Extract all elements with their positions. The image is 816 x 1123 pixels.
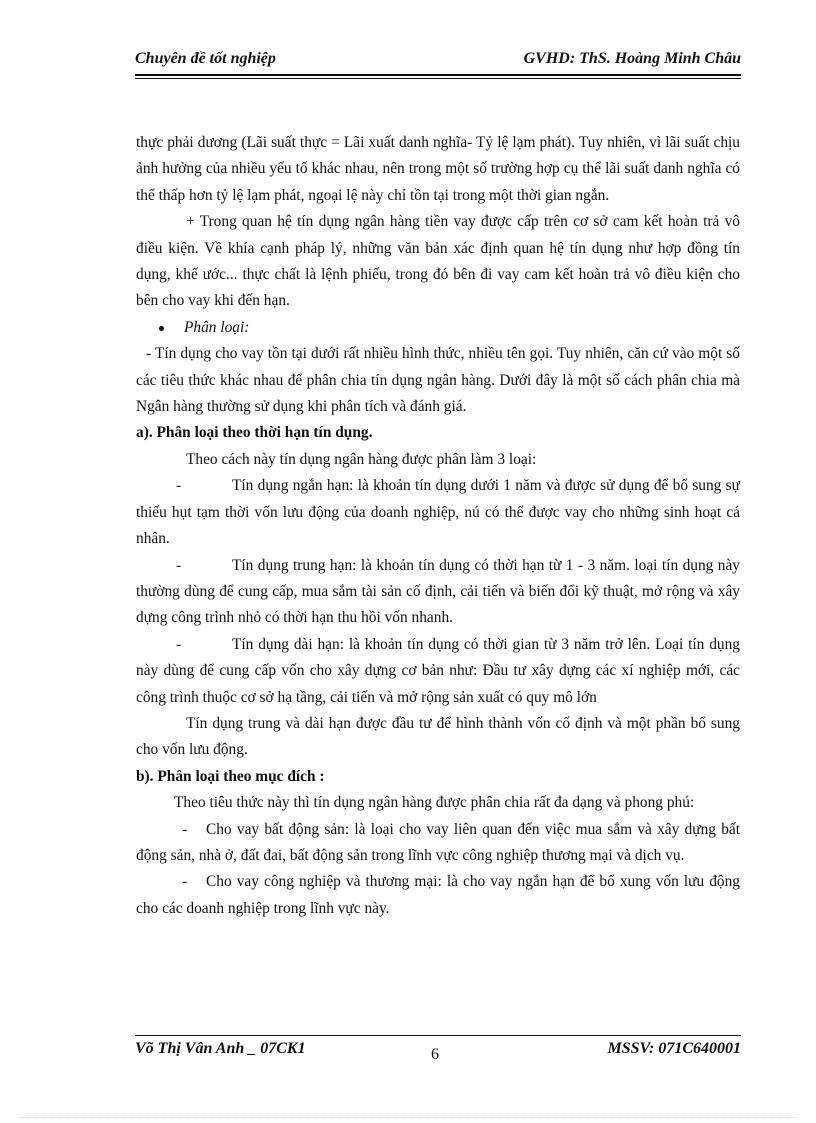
list-item-text: Cho vay bất động sản: là loại cho vay liên quan đến việc mua sắm và xây dựng bất động sản, nhà ở, đất đai, bất động sản trong lĩnh vực công nghiệp thương mại và dịch vụ.	[136, 820, 740, 864]
page-number: 6	[431, 1046, 439, 1063]
body-content	[136, 130, 740, 922]
list-item-text: Tín dụng ngắn hạn: là khoản tín dụng dưới 1 năm và được sử dụng để bổ sung sự thiếu hụt tạm thời vốn lưu động của doanh nghiệp, nú có thể được vay cho những sinh hoạt cá nhân.	[136, 477, 740, 548]
classification-bullet	[136, 315, 740, 341]
dash-marker: -	[176, 556, 182, 574]
list-item-short-term	[136, 473, 740, 552]
paragraph-fixed-capital: Tín dụng trung và dài hạn được đầu tư để hình thành vốn cố định và một phần bổ sung cho vốn lưu động.	[136, 714, 740, 759]
header-rule-thin	[135, 78, 741, 79]
dash-marker: -	[176, 477, 182, 495]
paragraph-real-interest: thực phải dương (Lãi suất thực = Lãi xuất danh nghĩa- Tỷ lệ lạm phát). Tuy nhiên, vì lãi suất chịu ảnh hưởng của nhiều yếu tố khác nhau, nên trong một số trường hợp cụ thể lãi suất danh nghĩa có thể thấp hơn tỷ lệ lạm phát, ngoại lệ này chỉ tồn tại trong một thời gian ngắn.	[136, 134, 740, 204]
paragraph-purpose-intro: Theo tiêu thức này thì tín dụng ngân hàng được phân chia rất đa dạng và phong phú:	[174, 794, 695, 812]
list-item-industry-commerce	[136, 869, 740, 922]
page-footer	[135, 1040, 741, 1066]
dash-marker: -	[182, 820, 188, 838]
page-edge-divider	[20, 1117, 796, 1118]
header-advisor: GVHD: ThS. Hoàng Minh Châu	[523, 50, 741, 67]
paragraph-three-types: Theo cách này tín dụng ngân hàng được phân làm 3 loại:	[186, 450, 537, 468]
header-rule-thick	[135, 74, 741, 76]
bullet-icon	[159, 326, 164, 331]
list-item-text: Cho vay công nghiệp và thương mại: là cho vay ngắn hạn để bổ xung vốn lưu động cho các doanh nghiệp trong lĩnh vực này.	[136, 873, 740, 917]
footer-author: Võ Thị Vân Anh _ 07CK1	[135, 1040, 306, 1057]
footer-rule	[135, 1035, 741, 1036]
list-item-long-term	[136, 632, 740, 711]
paragraph-unconditional-repayment: + Trong quan hệ tín dụng ngân hàng tiền vay được cấp trên cơ sở cam kết hoàn trả vô điều kiện. Về khía cạnh pháp lý, những văn bản xác định quan hệ tín dụng như hợp đồng tín dụng, khế ước... thực chất là lệnh phiếu, trong đó bên đi vay cam kết hoàn trả vô điều kiện cho bên cho vay khi đến hạn.	[136, 213, 740, 310]
heading-by-purpose: b). Phân loại theo mục đích :	[136, 767, 325, 785]
paragraph-classification-intro: - Tín dụng cho vay tồn tại dưới rất nhiều hình thức, nhiều tên gọi. Tuy nhiên, căn cứ vào một số các tiêu thức khác nhau để phân chia tín dụng ngân hàng. Dưới đây là một số cách phân chia mà Ngân hàng thường sử dụng khi phân tích và đánh giá.	[136, 345, 740, 416]
page-header	[135, 46, 741, 72]
dash-marker: -	[182, 873, 188, 891]
heading-by-term: a). Phân loại theo thời hạn tín dụng.	[136, 424, 373, 442]
footer-student-id: MSSV: 071C640001	[607, 1040, 741, 1057]
list-item-real-estate	[136, 817, 740, 870]
header-title: Chuyên đề tốt nghiệp	[135, 50, 276, 67]
classification-title: Phân loại:	[184, 318, 250, 336]
list-item-text: Tín dụng dài hạn: là khoản tín dụng có thời gian từ 3 năm trở lên. Loại tín dụng này dùng để cung cấp vốn cho xây dựng cơ bản như: Đầu tư xây dựng các xí nghiệp mới, các công trình thuộc cơ sở hạ tầng, cải tiến và mở rộng sản xuất có quy mô lớn	[136, 635, 740, 706]
dash-marker: -	[176, 635, 182, 653]
list-item-medium-term	[136, 553, 740, 632]
list-item-text: Tín dụng trung hạn: là khoản tín dụng có thời hạn từ 1 - 3 năm. loại tín dụng này thường dùng để cung cấp, mua sắm tài sản cố định, cải tiến và biến đổi kỹ thuật, mở rộng và xây dựng công trình nhỏ có thời hạn thu hồi vốn nhanh.	[136, 556, 740, 627]
